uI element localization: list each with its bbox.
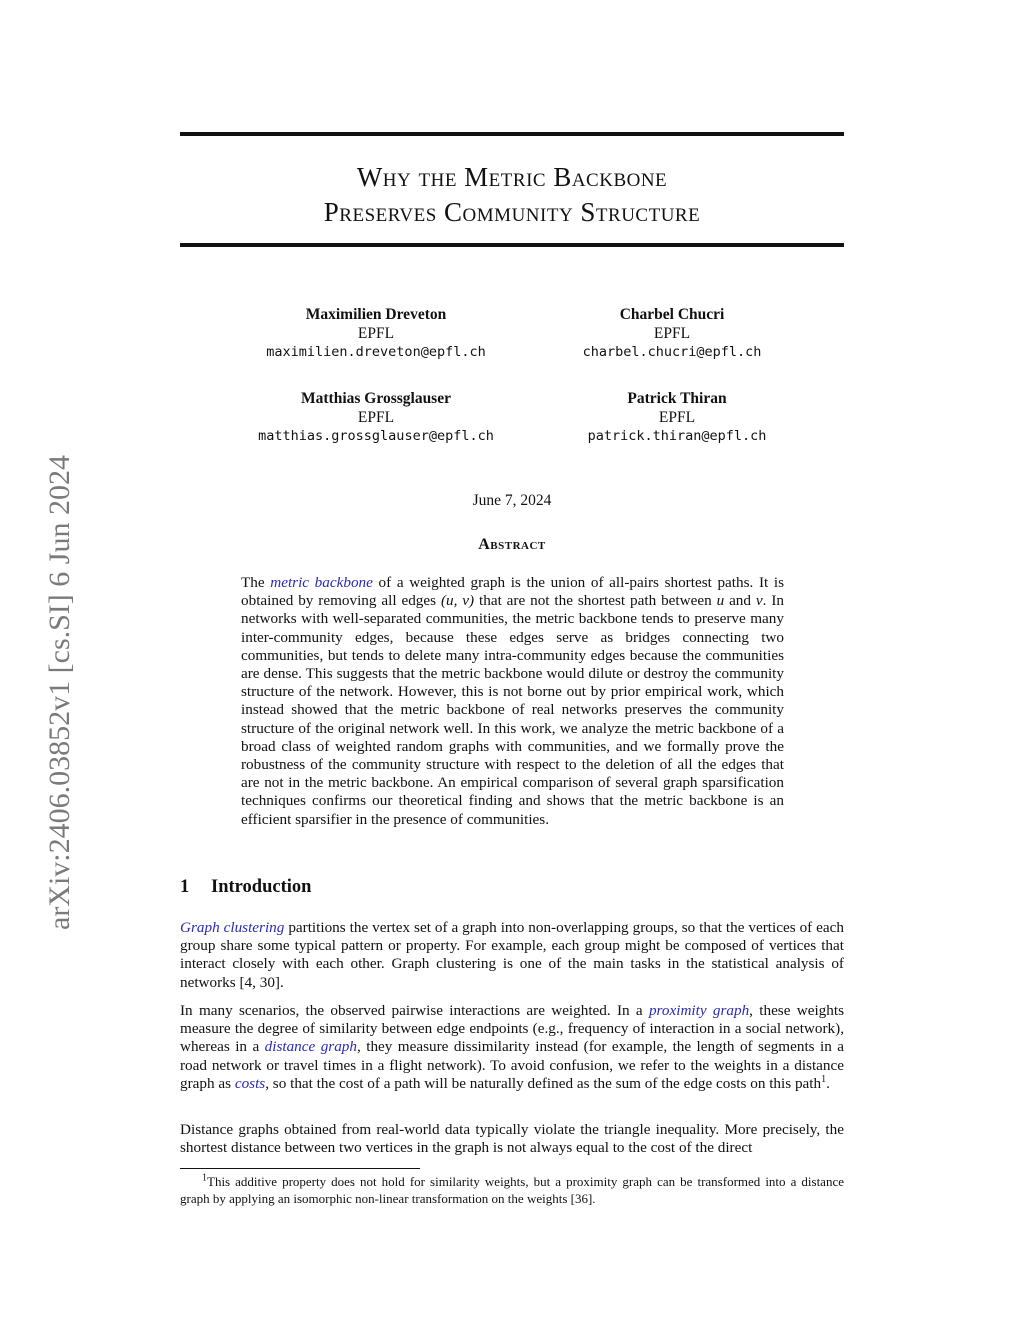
author-block [216,305,536,362]
author-email[interactable]: maximilien.dreveton@epfl.ch [266,344,486,360]
author-block [512,305,832,362]
abstract-text: . In networks with well-separated communities, the metric backbone tends to preserve many inter-community edges, because these edges serve as bridges connecting two communities, but tends to delete many intra-community edges because the communities are dense. This suggests that the metric backbone would dilute or destroy the community structure of the network. However, this is not borne out by prior empirical work, which instead showed that the metric backbone of real networks preserves the community structure of the original network well. In this work, we analyze the metric backbone of a broad class of weighted random graphs with communities, and we formally prove the robustness of the community structure with respect to the deletion of all the edges that are not in the metric backbone. An empirical comparison of several graph sparsification techniques confirms our theoretical finding and shows that the metric backbone is an efficient sparsifier in the presence of communities. [241,592,785,828]
arxiv-sidebar [43,385,76,930]
math-v: v [755,592,763,610]
author-name: Matthias Grossglauser [301,390,451,407]
paper-title [180,160,844,230]
footnote-rule [180,1168,420,1169]
paragraph-text: partitions the vertex set of a graph into non-overlapping groups, so that the vertices of each group share some typical pattern or property. For example, each group might be composed of vertices that interact closely with each other. Graph clustering is one of the main tasks in the statistical analysis of networks [4, 30]. [180,919,844,991]
section-title: Introduction [211,877,312,897]
author-affiliation: EPFL [653,325,691,342]
title-rule-top [180,132,844,136]
title-line-2: Preserves Community Structure [323,197,701,227]
author-email[interactable]: matthias.grossglauser@epfl.ch [258,428,494,444]
author-affiliation: EPFL [357,409,395,426]
author-affiliation: EPFL [357,325,395,342]
section-heading [180,877,311,898]
abstract-text: The [241,574,271,591]
author-name: Patrick Thiran [627,390,727,407]
author-name: Charbel Chucri [619,306,725,323]
intro-paragraph-1 [180,919,844,992]
arxiv-identifier[interactable]: arXiv:2406.03852v1 [cs.SI] 6 Jun 2024 [43,455,76,930]
section-number: 1 [180,877,190,897]
abstract-text: of a weighted graph is the union of all-pairs shortest paths. It is obtained by removing all edges [241,574,784,610]
footnote-mark: 1 [202,1172,207,1184]
paragraph-text: In many scenarios, the observed pairwise interactions are weighted. In a [180,1002,649,1019]
paragraph-text: , these weights measure the degree of similarity between edge endpoints (e.g., frequency of interaction in a social network), whereas in a [180,1002,844,1056]
math-uv: (u, v) [440,592,475,610]
paragraph-text: , they measure dissimilarity instead (for example, the length of segments in a road network or travel times in a flight network). To avoid confusion, we refer to the weights in a distance graph as [180,1038,845,1092]
paragraph-text: . [826,1074,830,1092]
publication-date: June 7, 2024 [472,492,552,509]
metric-backbone-link[interactable]: metric backbone [270,574,373,591]
proximity-graph-link[interactable]: proximity graph [648,1002,750,1019]
author-affiliation: EPFL [658,409,696,426]
costs-link[interactable]: costs [234,1074,266,1092]
abstract-text: and [724,592,756,610]
abstract-text: that are not the shortest path between [474,592,717,610]
graph-clustering-link[interactable]: Graph clustering [180,919,285,936]
intro-paragraph-3: Distance graphs obtained from real-world data typically violate the triangle inequality. More precisely, the shortest distance between two vertices in the graph is not always equal to the cost of the direct [180,1121,844,1157]
abstract-body [241,574,784,829]
distance-graph-link[interactable]: distance graph [264,1038,357,1056]
abstract-heading: Abstract [478,536,546,553]
math-u: u [716,592,725,610]
footnote-text: This additive property does not hold for similarity weights, but a proximity graph can be transformed into a distance graph by applying an isomorphic non-linear transformation on the weights [36]. [180,1174,844,1206]
author-email[interactable]: patrick.thiran@epfl.ch [587,428,767,444]
author-block [517,389,837,446]
intro-paragraph-2 [180,1002,844,1093]
author-name: Maximilien Dreveton [305,306,447,323]
paragraph-text: , so that the cost of a path will be naturally defined as the sum of the edge costs on this path [265,1074,822,1092]
footnote-reference[interactable]: 1 [821,1073,827,1085]
author-email[interactable]: charbel.chucri@epfl.ch [582,344,762,360]
title-rule-bottom [180,243,844,247]
title-line-1: Why the Metric Backbone [356,162,668,192]
footnote [180,1174,844,1207]
author-block [216,389,536,446]
